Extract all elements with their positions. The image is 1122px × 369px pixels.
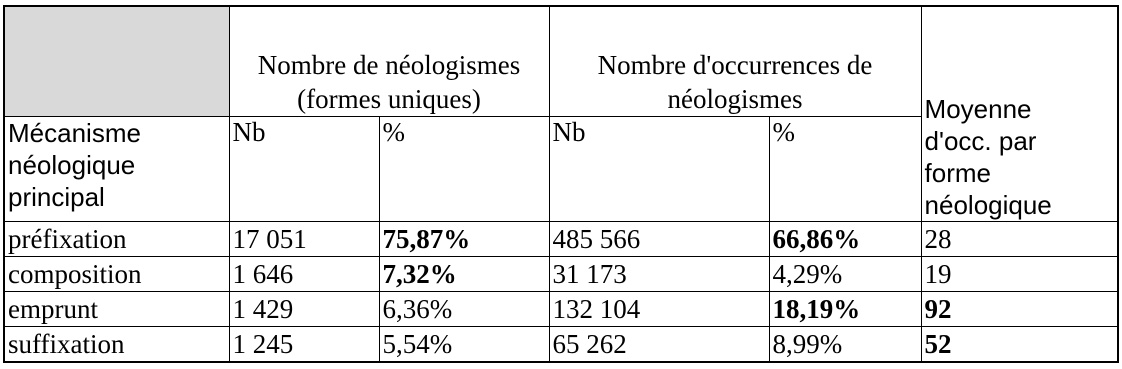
cell-pct-forms: 75,87% bbox=[379, 221, 549, 256]
header-group-forms-line: (formes uniques) bbox=[297, 83, 481, 114]
cell-pct-occurrences: 18,19% bbox=[769, 291, 921, 326]
cell-pct-occurrences: 8,99% bbox=[769, 326, 921, 362]
header-group-forms-line: Nombre de néologismes bbox=[257, 49, 521, 80]
header-average-line: Moyenne bbox=[924, 93, 1032, 124]
table-row bbox=[4, 256, 1118, 291]
cell-average: 28 bbox=[921, 221, 1118, 256]
cell-nb-forms: 17 051 bbox=[229, 221, 379, 256]
cell-nb-occurrences: 31 173 bbox=[549, 256, 769, 291]
cell-mechanism: préfixation bbox=[4, 221, 229, 256]
header-mechanism-line: principal bbox=[8, 181, 105, 212]
cell-nb-occurrences: 132 104 bbox=[549, 291, 769, 326]
cell-mechanism: composition bbox=[4, 256, 229, 291]
cell-average: 92 bbox=[921, 291, 1118, 326]
header-group-occurrences-line: néologismes bbox=[667, 83, 803, 114]
cell-mechanism: emprunt bbox=[4, 291, 229, 326]
cell-nb-forms: 1 429 bbox=[229, 291, 379, 326]
corner-cell bbox=[4, 6, 229, 116]
cell-pct-forms: 7,32% bbox=[379, 256, 549, 291]
header-average-line: forme bbox=[924, 157, 991, 188]
cell-pct-occurrences: 66,86% bbox=[769, 221, 921, 256]
cell-average: 52 bbox=[921, 326, 1118, 362]
header-group-forms bbox=[229, 6, 549, 116]
cell-nb-occurrences: 485 566 bbox=[549, 221, 769, 256]
header-mechanism bbox=[4, 116, 229, 221]
header-mechanism-line: néologique bbox=[8, 149, 136, 180]
header-mechanism-line: Mécanisme bbox=[8, 117, 141, 148]
header-row-groups bbox=[4, 6, 1118, 116]
header-average-line: d'occ. par bbox=[924, 125, 1037, 156]
cell-nb-occurrences: 65 262 bbox=[549, 326, 769, 362]
table-row bbox=[4, 291, 1118, 326]
subheader-nb-occurrences: Nb bbox=[549, 116, 769, 221]
subheader-nb-forms: Nb bbox=[229, 116, 379, 221]
header-group-occurrences-line: Nombre d'occurrences de bbox=[597, 49, 873, 80]
header-average bbox=[921, 6, 1118, 221]
cell-pct-forms: 6,36% bbox=[379, 291, 549, 326]
subheader-pct-occurrences: % bbox=[769, 116, 921, 221]
table-row bbox=[4, 326, 1118, 362]
header-group-occurrences bbox=[549, 6, 921, 116]
cell-pct-occurrences: 4,29% bbox=[769, 256, 921, 291]
cell-mechanism: suffixation bbox=[4, 326, 229, 362]
neologism-table bbox=[3, 5, 1119, 363]
cell-nb-forms: 1 245 bbox=[229, 326, 379, 362]
cell-nb-forms: 1 646 bbox=[229, 256, 379, 291]
subheader-pct-forms: % bbox=[379, 116, 549, 221]
cell-average: 19 bbox=[921, 256, 1118, 291]
table-row bbox=[4, 221, 1118, 256]
cell-pct-forms: 5,54% bbox=[379, 326, 549, 362]
header-average-line: néologique bbox=[924, 189, 1052, 220]
